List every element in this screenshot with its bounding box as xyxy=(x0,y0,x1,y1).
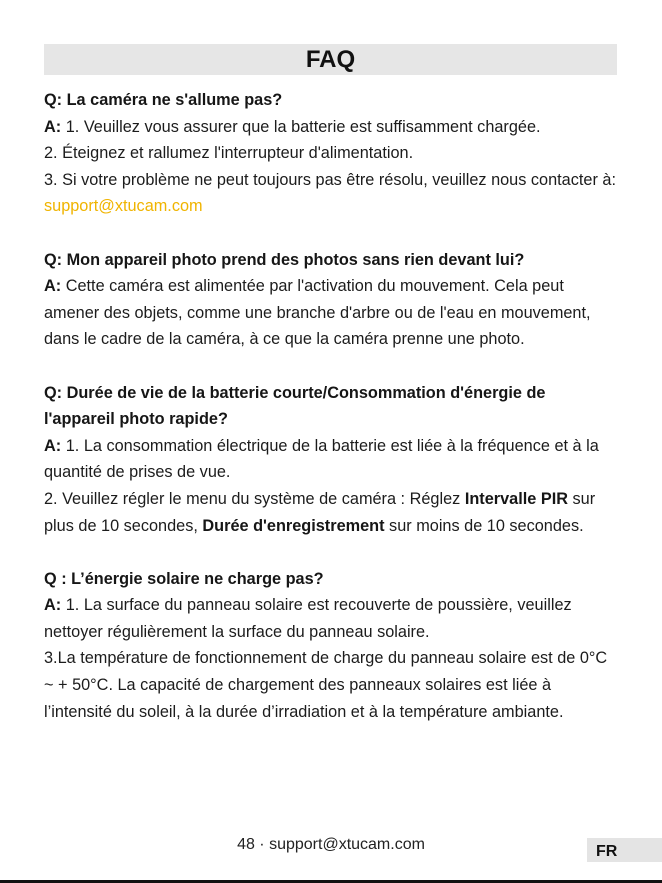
answer-text: sur moins de 10 secondes. xyxy=(384,516,584,535)
setting-recording-duration: Durée d'enregistrement xyxy=(202,516,385,535)
faq-answer-4-line-1 xyxy=(44,592,619,645)
faq-answer-1-line-3 xyxy=(44,167,619,220)
answer-label: A: xyxy=(44,436,62,455)
faq-answer-4-line-2: 3.La température de fonctionnement de charge du panneau solaire est de 0°C ~ + 50°C. La capacité de chargement des panneaux solaires est liée à l’intensité du soleil, à la durée d’irradiation et à la température ambiante. xyxy=(44,649,608,721)
spacer xyxy=(44,353,619,380)
page-title: FAQ xyxy=(44,44,617,75)
spacer xyxy=(44,220,619,247)
footer-email: support@xtucam.com xyxy=(269,836,425,853)
answer-text: Cette caméra est alimentée par l'activation du mouvement. Cela peut amener des objets, comme une branche d'arbre ou de l'eau en mouvement, dans le cadre de la caméra, à ce que la caméra prenne une photo. xyxy=(44,277,591,349)
faq-question-3: Q: Durée de vie de la batterie courte/Consommation d'énergie de l'appareil photo rapide? xyxy=(44,383,546,429)
faq-question-4: Q : L’énergie solaire ne charge pas? xyxy=(44,569,324,588)
faq-answer-1-line-1 xyxy=(44,114,619,141)
faq-answer-3-line-1 xyxy=(44,433,619,486)
faq-content xyxy=(44,87,619,725)
answer-text: 1. La consommation électrique de la batterie est liée à la fréquence et à la quantité de prises de vue. xyxy=(44,436,599,482)
spacer xyxy=(44,539,619,566)
answer-label: A: xyxy=(44,596,62,615)
answer-label: A: xyxy=(44,117,62,136)
faq-answer-1-line-2: 2. Éteignez et rallumez l'interrupteur d'alimentation. xyxy=(44,144,414,163)
answer-label: A: xyxy=(44,277,62,296)
faq-answer-3-line-2 xyxy=(44,486,619,539)
support-email-link[interactable]: support@xtucam.com xyxy=(44,197,203,216)
answer-text: 1. La surface du panneau solaire est recouverte de poussière, veuillez nettoyer régulièrement la surface du panneau solaire. xyxy=(44,596,572,641)
answer-text: 3. Si votre problème ne peut toujours pas être résolu, veuillez nous contacter à: xyxy=(44,170,616,189)
faq-answer-2 xyxy=(44,273,619,353)
setting-interval-pir: Intervalle PIR xyxy=(464,489,568,508)
faq-question-1: Q: La caméra ne s'allume pas? xyxy=(44,91,283,109)
answer-text: 1. Veuillez vous assurer que la batterie est suffisamment chargée. xyxy=(61,117,541,136)
page-number: 48 xyxy=(237,836,255,853)
answer-text: sur plus de 10 secondes, xyxy=(44,489,596,535)
answer-text: 2. Veuillez régler le menu du système de caméra : Réglez xyxy=(44,489,465,508)
language-tab: FR xyxy=(587,838,662,862)
page-footer xyxy=(0,833,662,857)
faq-question-2: Q: Mon appareil photo prend des photos sans rien devant lui? xyxy=(44,250,525,269)
footer-separator: · xyxy=(254,836,270,853)
